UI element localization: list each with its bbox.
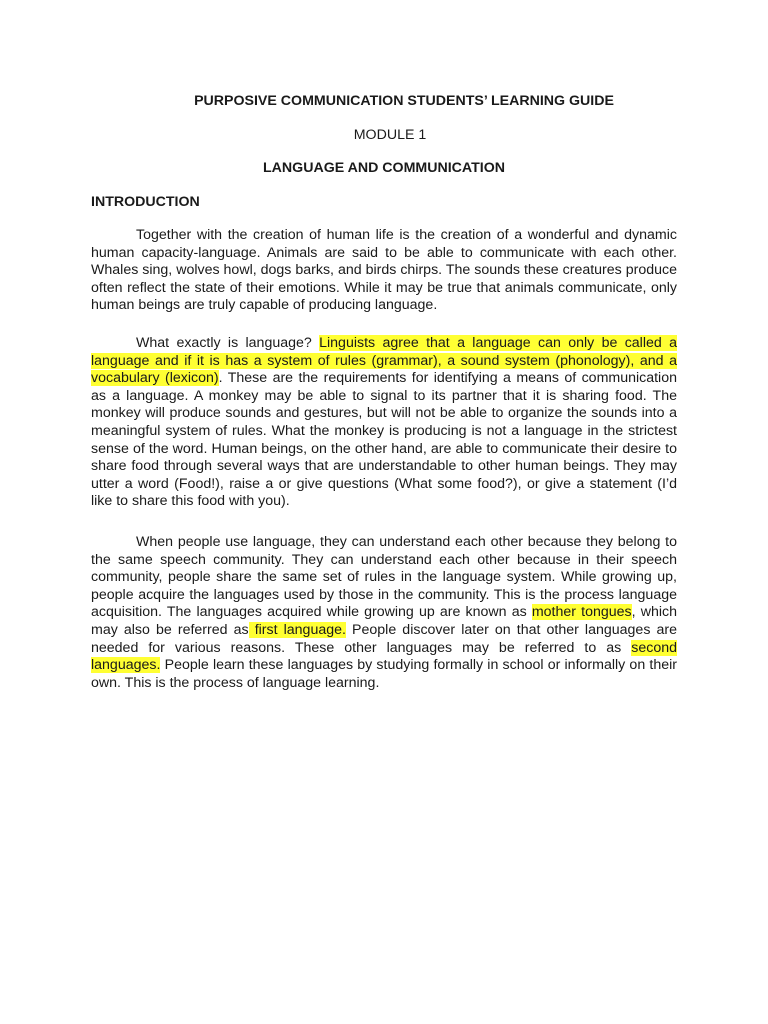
paragraph-1-text: Together with the creation of human life is the creation of a wonderful and dynamic human capacity-language. Animals are said to be able to communicate with each other. Whales sing, wolves howl, dogs barks, and birds chirps. The sounds these creatures produce often reflect the state of their emotions. While it may be true that animals communicate, only human beings are truly capable of producing language.: [91, 227, 677, 314]
paragraph-3-part-1: When people use language, they can understand each other because they belong to the same speech community. They can understand each other because in their speech community, people share the same set of rules in the language system. While growing up, people acquire the languages used by those in the community. This is the process language acquisition. The languages acquired while growing up are known as: [91, 534, 677, 621]
paragraph-3-part-3: People discover later on that other languages are needed for various reasons. These other languages may be referred to as: [91, 621, 677, 656]
paragraph-2-lead: What exactly is language?: [136, 335, 320, 351]
paragraph-3-part-4: People learn these languages by studying formally in school or informally on their own. This is the process of language learning.: [91, 657, 677, 691]
section-heading: INTRODUCTION: [91, 194, 200, 210]
paragraph-2: [91, 335, 677, 511]
chapter-title: LANGUAGE AND COMMUNICATION: [263, 160, 505, 176]
highlight-first-language: first language.: [248, 621, 346, 638]
module-label: MODULE 1: [353, 127, 427, 143]
paragraph-1: [91, 227, 677, 315]
document-title: PURPOSIVE COMMUNICATION STUDENTS’ LEARNING GUIDE: [194, 93, 614, 109]
highlight-definition: Linguists agree that a language can only be called a language and if it is has a system of rules (grammar), a sound system (phonology), and a vocabulary (lexicon): [91, 335, 677, 387]
paragraph-2-body: . These are the requirements for identifying a means of communication as a language. A monkey may be able to signal to its partner that it is sharing food. The monkey will produce sounds and gestures, but will not be able to organize the sounds into a meaningful system of rules. What the monkey is producing is not a language in the strictest sense of the word. Human beings, on the other hand, are able to communicate their desire to share food through several ways that are understandable to other human beings. They may utter a word (Food!), raise a or give questions (What some food?), or give a statement (I’d like to share this food with you).: [91, 370, 677, 510]
highlight-mother-tongues: mother tongues: [531, 604, 632, 621]
paragraph-3-part-2: , which may also be referred as: [91, 604, 677, 638]
highlight-second-languages: second languages.: [91, 639, 677, 674]
paragraph-3: [91, 534, 677, 692]
